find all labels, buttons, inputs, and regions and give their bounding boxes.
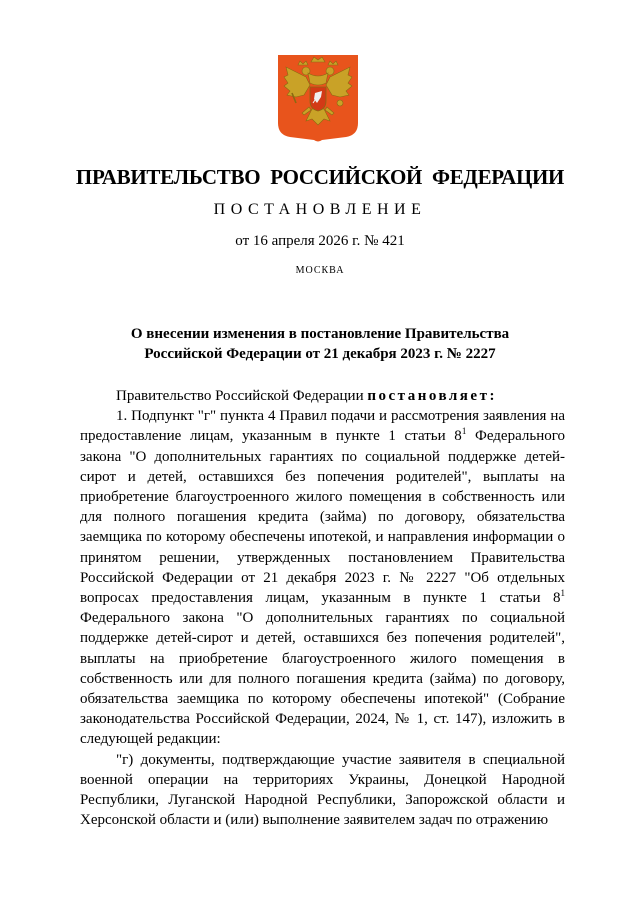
document-type: ПОСТАНОВЛЕНИЕ [213, 201, 427, 218]
paragraph-2 [80, 750, 565, 831]
document-subject [110, 324, 530, 364]
subject-line: О внесении изменения в постановление Правительства [130, 326, 510, 342]
document-city: МОСКВА [295, 265, 345, 276]
intro-text: Правительство Российской Федерации [116, 388, 368, 404]
government-title: ПРАВИТЕЛЬСТВО РОССИЙСКОЙ ФЕДЕРАЦИИ [75, 165, 565, 189]
superscript: 1 [461, 426, 467, 437]
paragraph-text: 1. Подпункт "г" пункта 4 Правил подачи и рассмотрения заявления на предоставление лицам, указанным в пункте 1 статьи 8 [80, 408, 565, 445]
intro-paragraph [80, 386, 565, 406]
document-body [80, 386, 565, 830]
russian-coat-of-arms-icon [276, 53, 360, 143]
document-date-number: от 16 апреля 2026 г. № 421 [235, 233, 405, 249]
paragraph-text: Федерального закона "О дополнительных гарантиях по социальной поддержке детей-сирот и детей, оставшихся без попечения родителей", выплаты на приобретение благоустроенного жилого помещения в собственность или для полного погашения кредита (займа) по договору, обязательства заемщика по которому обеспечены ипотекой" (Собрание законодательства Российской Федерации, 2024, № 1, ст. 147), изложить в следующей редакции: [80, 610, 565, 748]
subject-line: Российской Федерации от 21 декабря 2023 г. № 2227 [144, 346, 496, 362]
paragraph-text: Федерального закона "О дополнительных гарантиях по социальной поддержке детей-сирот и детей, оставшихся без попечения родителей", выплаты на приобретение благоустроенного жилого помещения в собственность или для полного погашения кредита (займа) по договору, обязательства заемщика по которому обеспечены ипотекой, и направления информации о принятом решении, утвержденных постановлением Правительства Российской Федерации от 21 декабря 2023 г. № 2227 "Об отдельных вопросах предоставления лицам, указанным в пункте 1 статьи 8 [80, 428, 565, 607]
superscript: 1 [560, 588, 565, 599]
decree-word: постановляет: [367, 388, 497, 404]
paragraph-1 [80, 406, 565, 749]
paragraph-text: "г) документы, подтверждающие участие заявителя в специальной военной операции на территориях Украины, Донецкой Народной Республики, Луганской Народной Республики, Запорожской области и Херсонской области и (или) выполнение заявителем задач по отражению [80, 751, 565, 829]
